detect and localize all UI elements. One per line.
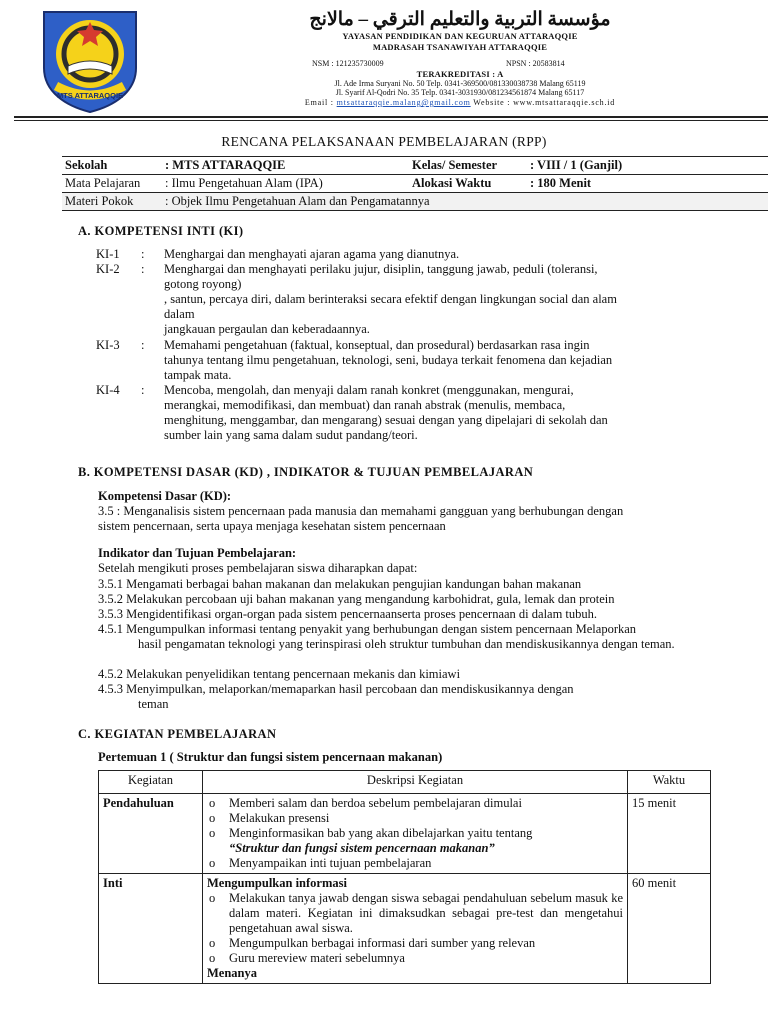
kd-title: Kompetensi Dasar (KD):: [98, 489, 232, 503]
ki4-label: KI-4: [96, 383, 120, 397]
list-item: o Mengumpulkan berbagai informasi dari sumber yang relevan: [207, 936, 623, 951]
indicator-4-5-1-cont: hasil pengamatan teknologi yang terinspirasi oleh struktur tumbuhan dan mendiskusikannya dengan teman.: [138, 637, 675, 651]
intro-label: Pendahuluan: [99, 794, 203, 874]
email-link[interactable]: mtsattaraqqie.malang@gmail.com: [336, 98, 471, 107]
logo-text: MTS ATTARAQQIE: [56, 91, 124, 100]
intro-description: [203, 794, 628, 874]
core-caption-collect: Mengumpulkan informasi: [207, 876, 347, 890]
school-logo: [38, 8, 142, 114]
meeting-title: Pertemuan 1 ( Struktur dan fungsi sistem pencernaan makanan): [98, 750, 443, 764]
ki2-label: KI-2: [96, 262, 120, 276]
ki2-text-1: Menghargai dan menghayati perilaku jujur, disiplin, tanggung jawab, peduli (toleransi,: [164, 262, 598, 276]
material-label: Materi Pokok: [62, 193, 162, 211]
activity-table: [98, 770, 711, 984]
website-link[interactable]: www.mtsattaraqqie.sch.id: [513, 98, 616, 107]
ki4-text-4: sumber lain yang sama dalam sudut pandang/teori.: [164, 428, 418, 442]
ki2-text-4: dalam: [164, 307, 195, 321]
header-activity: Kegiatan: [99, 771, 203, 794]
ki2-text-5: jangkauan pergaulan dan keberadaannya.: [164, 322, 370, 336]
ki3-colon: :: [141, 338, 145, 352]
address-line-2: Jl. Syarif Al-Qodri No. 35 Telp. 0341-3031930/081234561874 Malang 65117: [335, 88, 585, 97]
subject-value: : Ilmu Pengetahuan Alam (IPA): [162, 175, 409, 193]
table-row: [99, 794, 711, 874]
school-label: Sekolah: [62, 157, 162, 175]
list-item: o Melakukan tanya jawab dengan siswa sebagai pendahuluan sebelum masuk ke dalam materi. Kegiatan ini dimaksudkan sebagai pre-test dan mengetahui pengetahuan awal siswa.: [207, 891, 623, 936]
kd-text-1: 3.5 : Menganalisis sistem pencernaan pada manusia dan memahami gangguan yang berhubungan dengan: [98, 504, 624, 518]
kd-text-2: sistem pencernaan, serta upaya menjaga kesehatan sistem pencernaan: [98, 519, 446, 533]
header-divider-thin: [14, 120, 768, 121]
school-name: MADRASAH TSANAWIYAH ATTARAQQIE: [372, 42, 548, 52]
core-label: Inti: [99, 874, 203, 984]
ki1-text: Menghargai dan menghayati ajaran agama yang dianutnya.: [164, 247, 460, 261]
core-list: [207, 891, 623, 966]
list-item: o Menyampaikan inti tujuan pembelajaran: [207, 856, 623, 871]
indicator-4-5-2: 4.5.2 Melakukan penyelidikan tentang pencernaan mekanis dan kimiawi: [98, 667, 461, 681]
ki2-text-2: gotong royong): [164, 277, 242, 291]
ki3-label: KI-3: [96, 338, 120, 352]
ki3-text-1: Memahami pengetahuan (faktual, konseptual, dan prosedural) berdasarkan rasa ingin: [164, 338, 590, 352]
section-c-title: C. KEGIATAN PEMBELAJARAN: [78, 727, 277, 741]
foundation-name: YAYASAN PENDIDIKAN DAN KEGURUAN ATTARAQQIE: [342, 31, 578, 41]
ki4-text-2: merangkai, memodifikasi, dan membuat) dan ranah abstrak (menulis, membaca,: [164, 398, 566, 412]
header-divider: [14, 116, 768, 118]
indicator-4-5-1: 4.5.1 Mengumpulkan informasi tentang penyakit yang berhubungan dengan sistem pencernaan Melaporkan: [98, 622, 637, 636]
time-label: Alokasi Waktu: [409, 175, 527, 193]
ki4-text-3: menghitung, menggambar, dan mengarang) sesuai dengan yang dipelajari di sekolah dan: [164, 413, 608, 427]
ki4-colon: :: [141, 383, 145, 397]
header-description: Deskripsi Kegiatan: [203, 771, 628, 794]
list-item: o Guru mereview materi sebelumnya: [207, 951, 623, 966]
section-b-title: B. KOMPETENSI DASAR (KD) , INDIKATOR & TUJUAN PEMBELAJARAN: [78, 465, 534, 479]
ki1-colon: :: [141, 247, 145, 261]
class-value: : VIII / 1 (Ganjil): [527, 157, 768, 175]
core-time: 60 menit: [628, 874, 711, 984]
ki2-colon: :: [141, 262, 145, 276]
arabic-school-name: مؤسسة التربية والتعليم الترقي – مالانج: [309, 9, 611, 30]
indicator-title: Indikator dan Tujuan Pembelajaran:: [98, 546, 297, 560]
indicator-intro: Setelah mengikuti proses pembelajaran siswa diharapkan dapat:: [98, 561, 418, 575]
indicator-4-5-3-cont: teman: [138, 697, 169, 711]
address-line-1: Jl. Ade Irma Suryani No. 50 Telp. 0341-369500/081330038738 Malang 65119: [334, 79, 586, 88]
subject-label: Mata Pelajaran: [62, 175, 162, 193]
list-item: o Memberi salam dan berdoa sebelum pembelajaran dimulai: [207, 796, 623, 811]
time-value: : 180 Menit: [527, 175, 768, 193]
contact-line: Email : mtsattaraqqie.malang@gmail.com Website : www.mtsattaraqqie.sch.id: [304, 98, 616, 107]
school-value: : MTS ATTARAQQIE: [162, 157, 409, 175]
list-item: o Menginformasikan bab yang akan dibelajarkan yaitu tentang “Struktur dan fungsi sistem pencernaan makanan”: [207, 826, 623, 856]
identity-table: [62, 156, 768, 211]
indicator-3-5-1: 3.5.1 Mengamati berbagai bahan makanan dan melakukan pengujian kandungan bahan makanan: [98, 577, 582, 591]
accreditation: TERAKREDITASI : A: [416, 69, 504, 79]
document-title: RENCANA PELAKSANAAN PEMBELAJARAN (RPP): [221, 134, 547, 149]
intro-list: [207, 796, 623, 871]
activity-header-row: [99, 771, 711, 794]
intro-topic: “Struktur dan fungsi sistem pencernaan makanan”: [229, 841, 495, 855]
ki2-text-3: , santun, percaya diri, dalam berinteraksi secara efektif dengan lingkungan social dan alam: [164, 292, 617, 306]
intro-time: 15 menit: [628, 794, 711, 874]
material-value: : Objek Ilmu Pengetahuan Alam dan Pengamatannya: [162, 193, 768, 211]
class-label: Kelas/ Semester: [409, 157, 527, 175]
section-a-title: A. KOMPETENSI INTI (KI): [78, 224, 244, 238]
core-caption-ask: Menanya: [207, 966, 257, 980]
list-item: o Melakukan presensi: [207, 811, 623, 826]
ki3-text-3: tampak mata.: [164, 368, 232, 382]
indicator-4-5-3: 4.5.3 Menyimpulkan, melaporkan/memaparkan hasil percobaan dan mendiskusikannya dengan: [98, 682, 574, 696]
header-time: Waktu: [628, 771, 711, 794]
nsm-number: NSM : 121235730009: [312, 59, 384, 68]
ki1-label: KI-1: [96, 247, 120, 261]
ki3-text-2: tahunya tentang ilmu pengetahuan, teknologi, seni, budaya terkait fenomena dan kejadian: [164, 353, 613, 367]
indicator-3-5-3: 3.5.3 Mengidentifikasi organ-organ pada sistem pencernaanserta proses pencernaan di dalam tubuh.: [98, 607, 598, 621]
ki4-text-1: Mencoba, mengolah, dan menyaji dalam ranah konkret (menggunakan, mengurai,: [164, 383, 574, 397]
core-description: [203, 874, 628, 984]
table-row: [99, 874, 711, 984]
indicator-3-5-2: 3.5.2 Melakukan percobaan uji bahan makanan yang mengandung karbohidrat, gula, lemak dan protein: [98, 592, 615, 606]
npsn-number: NPSN : 20583814: [506, 59, 565, 68]
